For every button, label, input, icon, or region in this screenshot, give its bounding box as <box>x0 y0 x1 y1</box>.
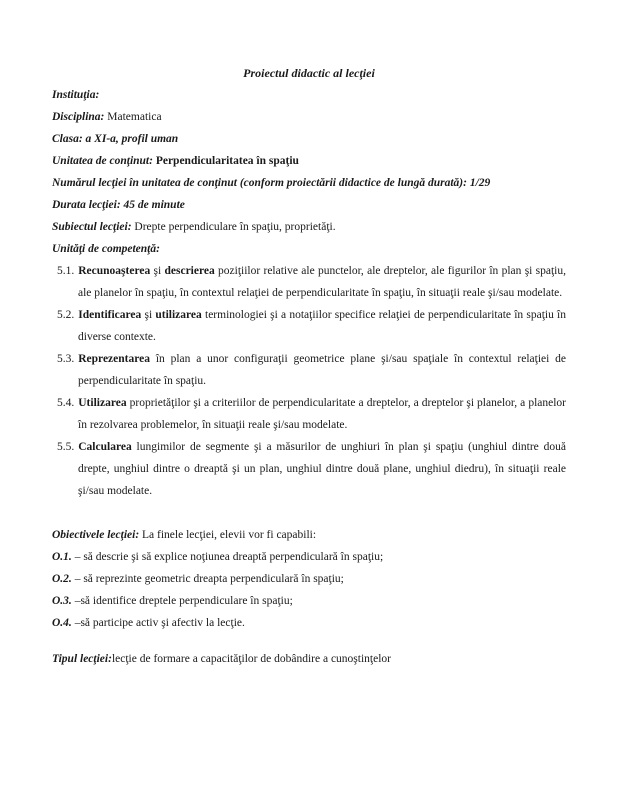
field-label: Unităţi de competenţă: <box>52 243 160 255</box>
competency-number: 5.1. <box>57 265 75 277</box>
field-subiectul-lectiei <box>52 216 566 238</box>
field-label: Numărul lecţiei în unitatea de conţinut (conform proiectării didactice de lungă durată): 1/29 <box>52 177 491 189</box>
objectives-intro-label: Obiectivele lecţiei: <box>52 529 143 541</box>
objective-o2 <box>52 568 566 590</box>
competency-item-5-2 <box>57 304 566 348</box>
competency-number: 5.3. <box>57 353 75 365</box>
field-label: Disciplina: <box>52 111 108 123</box>
lesson-type-text: lecţie de formare a capacităţilor de dobândire a cunoştinţelor <box>111 653 391 665</box>
competency-item-5-1 <box>57 260 566 304</box>
objectives-intro <box>52 524 566 546</box>
field-value: Matematica <box>107 111 162 123</box>
field-label: Instituţia: <box>52 89 100 101</box>
spacer <box>52 502 566 524</box>
objective-number: O.4. <box>52 617 72 629</box>
objective-o3 <box>52 590 566 612</box>
spacer <box>52 634 566 648</box>
field-label: Subiectul lecţiei: <box>52 221 135 233</box>
field-numarul-lectiei <box>52 172 566 194</box>
field-label: Unitatea de conţinut: <box>52 155 156 167</box>
objective-text: – să descrie şi să explice noţiunea dreaptă perpendiculară în spaţiu; <box>71 551 384 563</box>
field-value: Drepte perpendiculare în spaţiu, proprietăţi. <box>134 221 336 233</box>
competency-number: 5.2. <box>57 309 75 321</box>
objective-text: – să reprezinte geometric dreapta perpendiculară în spaţiu; <box>71 573 344 585</box>
objective-o1 <box>52 546 566 568</box>
competency-number: 5.4. <box>57 397 75 409</box>
objectives-intro-text: La finele lecţiei, elevii vor fi capabili: <box>142 529 317 541</box>
objective-number: O.3. <box>52 595 72 607</box>
competency-item-5-3 <box>57 348 566 392</box>
objective-number: O.2. <box>52 573 72 585</box>
objective-number: O.1. <box>52 551 72 563</box>
competency-text: Recunoaşterea şi descrierea poziţiilor relative ale punctelor, ale dreptelor, ale figurilor în plan şi spaţiu, ale planelor în spaţiu, în contextul relaţiei de perpendicularitate în spaţiu, în situaţii reale şi/sau modelate. <box>78 265 567 299</box>
field-unitati-de-competenta <box>52 238 566 260</box>
competency-number: 5.5. <box>57 441 75 453</box>
competency-text: Identificarea şi utilizarea terminologiei şi a notaţiilor specifice relaţiei de perpendicularitate în spaţiu în diverse contexte. <box>78 309 566 343</box>
competency-list <box>57 260 566 502</box>
competency-item-5-4 <box>57 392 566 436</box>
field-label: Durata lecţiei: 45 de minute <box>52 199 185 211</box>
field-value: Perpendicularitatea în spaţiu <box>155 155 299 167</box>
lesson-type-line <box>52 648 566 670</box>
document-title: Proiectul didactic al lecţiei <box>243 66 375 80</box>
competency-text: Utilizarea proprietăţilor şi a criteriilor de perpendicularitate a dreptelor, a dreptelor şi planelor, a planelor în rezolvarea problemelor, în situaţii reale şi/sau modelate. <box>78 397 566 431</box>
competency-text: Reprezentarea în plan a unor configuraţii geometrice plane şi/sau spaţiale în contextul relaţiei de perpendicularitate în spaţiu. <box>78 353 566 387</box>
field-unitatea-de-continut <box>52 150 566 172</box>
objective-text: –să participe activ şi afectiv la lecţie. <box>71 617 245 629</box>
field-institutia <box>52 84 566 106</box>
competency-item-5-5 <box>57 436 566 502</box>
field-durata-lectiei <box>52 194 566 216</box>
objective-text: –să identifice dreptele perpendiculare în spaţiu; <box>71 595 293 607</box>
objective-o4 <box>52 612 566 634</box>
competency-text: Calcularea lungimilor de segmente şi a măsurilor de unghiuri în plan şi spaţiu (unghiul dintre două drepte, unghiul dintre o dreaptă şi un plan, unghiul dintre două plane, unghiul diedru), în situaţii reale şi/sau modelate. <box>78 441 566 497</box>
field-clasa <box>52 128 566 150</box>
field-disciplina <box>52 106 566 128</box>
lesson-type-label: Tipul lecţiei: <box>52 653 112 665</box>
field-label: Clasa: a XI-a, profil uman <box>52 133 179 145</box>
